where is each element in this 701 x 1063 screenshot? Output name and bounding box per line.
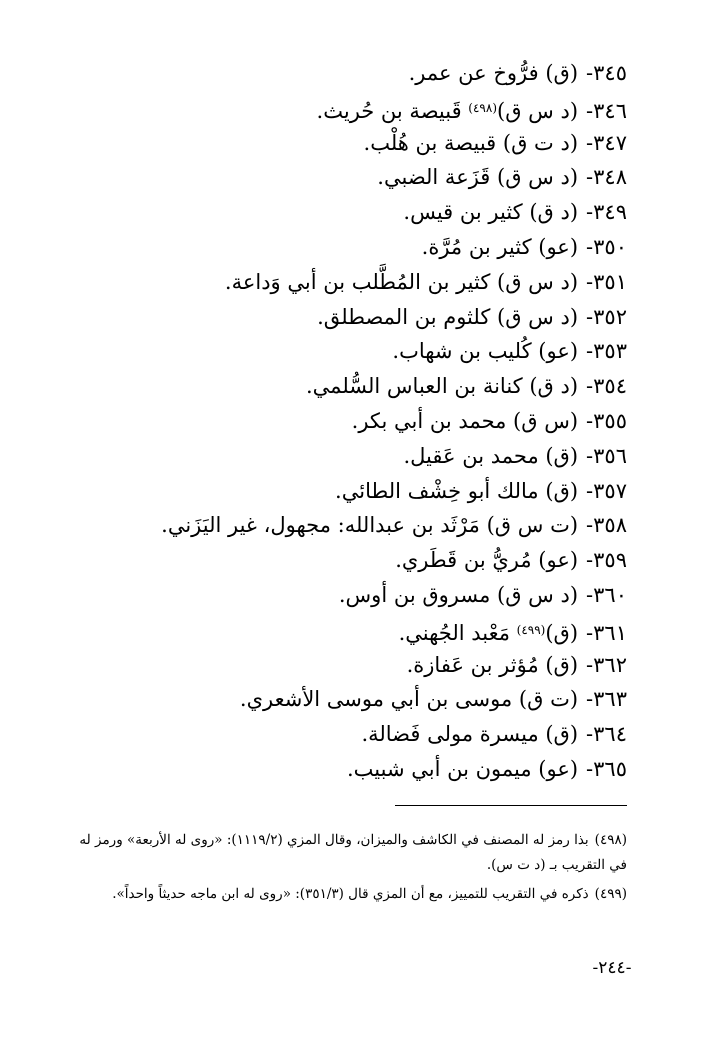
entry-text: (س ق) محمد بن أبي بكر.	[351, 408, 579, 433]
entry	[67, 404, 627, 439]
entry-number: ٣٤٨-	[586, 165, 627, 190]
entry-number: ٣٥٠-	[586, 234, 627, 259]
footnote-ref: (٤٩٨)	[468, 100, 498, 115]
entry-list	[67, 56, 627, 787]
entry-number: ٣٦٠-	[586, 582, 627, 607]
entry	[67, 752, 627, 787]
entry-number: ٣٥١-	[586, 269, 627, 294]
footnote-text: ذكره في التقريب للتمييز، مع أن المزي قال (٣٥١/٣): «روى له ابن ماجه حديثاً واحداً».	[112, 886, 589, 902]
entry-text: (عو) مُريُّ بن قَطَري.	[395, 548, 579, 573]
entry	[67, 56, 627, 91]
entry-text: (ت ق) موسى بن أبي موسى الأشعري.	[239, 687, 579, 712]
entry-text-rest: مَعْبد الجُهني.	[398, 620, 517, 645]
entry-text: (ق)	[545, 620, 579, 645]
entry	[67, 508, 627, 543]
entry	[67, 91, 627, 126]
entry-text: (د س ق) قَزَعة الضبي.	[377, 165, 579, 190]
entry-number: ٣٥٩-	[586, 548, 627, 573]
entry-number: ٣٦٥-	[586, 756, 627, 781]
entry-text: (ق) مالك أبو خِشْف الطائي.	[335, 478, 579, 503]
entry-text-rest: قَبيصة بن حُريث.	[316, 98, 469, 123]
entry	[67, 717, 627, 752]
entry-number: ٣٦٣-	[586, 687, 627, 712]
entry-number: ٣٦٤-	[586, 722, 627, 747]
entry-text: (د ت ق) قبيصة بن هُلْب.	[363, 130, 579, 155]
footnote-text: بذا رمز له المصنف في الكاشف والميزان، وقال المزي (١١١٩/٢): «روى له الأربعة» ورمز له في التقريب بـ (د ت س).	[79, 832, 627, 873]
entry	[67, 230, 627, 265]
entry-number: ٣٥٨-	[586, 513, 627, 538]
entry-number: ٣٥٣-	[586, 339, 627, 364]
footnote-ref: (٤٩٩)	[516, 622, 546, 637]
footnote	[67, 882, 627, 907]
entry-text: (عو) كُليب بن شهاب.	[392, 339, 579, 364]
entry	[67, 474, 627, 509]
entry-number: ٣٥٦-	[586, 443, 627, 468]
entry-text: (د س ق)	[497, 98, 579, 123]
entry-number: ٣٤٦-	[586, 98, 627, 123]
entry-text: (ق) محمد بن عَقيل.	[403, 443, 579, 468]
footnote-number: (٤٩٨)	[594, 832, 627, 848]
entry-text: (د س ق) كثير بن المُطَّلب بن أبي وَداعة.	[224, 269, 579, 294]
entry	[67, 613, 627, 648]
footnote-divider	[395, 805, 627, 806]
entry-text: (ق) مُؤثر بن عَفازة.	[406, 652, 579, 677]
entry	[67, 578, 627, 613]
entry-text: (د س ق) كلثوم بن المصطلق.	[317, 304, 579, 329]
entry	[67, 369, 627, 404]
entry	[67, 682, 627, 717]
entry	[67, 648, 627, 683]
entry-text: (د س ق) مسروق بن أوس.	[338, 582, 579, 607]
entry-number: ٣٦١-	[586, 620, 627, 645]
entry-number: ٣٤٧-	[586, 130, 627, 155]
entry-text: (عو) ميمون بن أبي شبيب.	[347, 756, 579, 781]
entry-number: ٣٥٧-	[586, 478, 627, 503]
entry	[67, 543, 627, 578]
page-number: -٢٤٤-	[592, 958, 632, 978]
entry-text: (د ق) كثير بن قيس.	[403, 200, 579, 225]
entry-number: ٣٥٥-	[586, 408, 627, 433]
entry	[67, 126, 627, 161]
entry-number: ٣٦٢-	[586, 652, 627, 677]
entry-number: ٣٤٥-	[586, 61, 627, 85]
entry	[67, 334, 627, 369]
entry-text: (د ق) كنانة بن العباس السُّلمي.	[306, 374, 579, 399]
entry	[67, 195, 627, 230]
footnote-number: (٤٩٩)	[594, 886, 627, 902]
entry	[67, 300, 627, 335]
entry-text: (ت س ق) مَرْثَد بن عبدالله: مجهول، غير اليَزَني.	[161, 513, 579, 538]
entry	[67, 265, 627, 300]
entry-number: ٣٤٩-	[586, 200, 627, 225]
entry-text: (عو) كثير بن مُرَّة.	[421, 234, 579, 259]
entry	[67, 439, 627, 474]
entry-number: ٣٥٤-	[586, 374, 627, 399]
entry-number: ٣٥٢-	[586, 304, 627, 329]
footnote	[67, 828, 627, 878]
entry	[67, 160, 627, 195]
entry-text: (ق) ميسرة مولى فَضالة.	[361, 722, 579, 747]
footnotes	[67, 828, 627, 911]
entry-text: (ق) فرُّوخ عن عمر.	[408, 61, 579, 85]
